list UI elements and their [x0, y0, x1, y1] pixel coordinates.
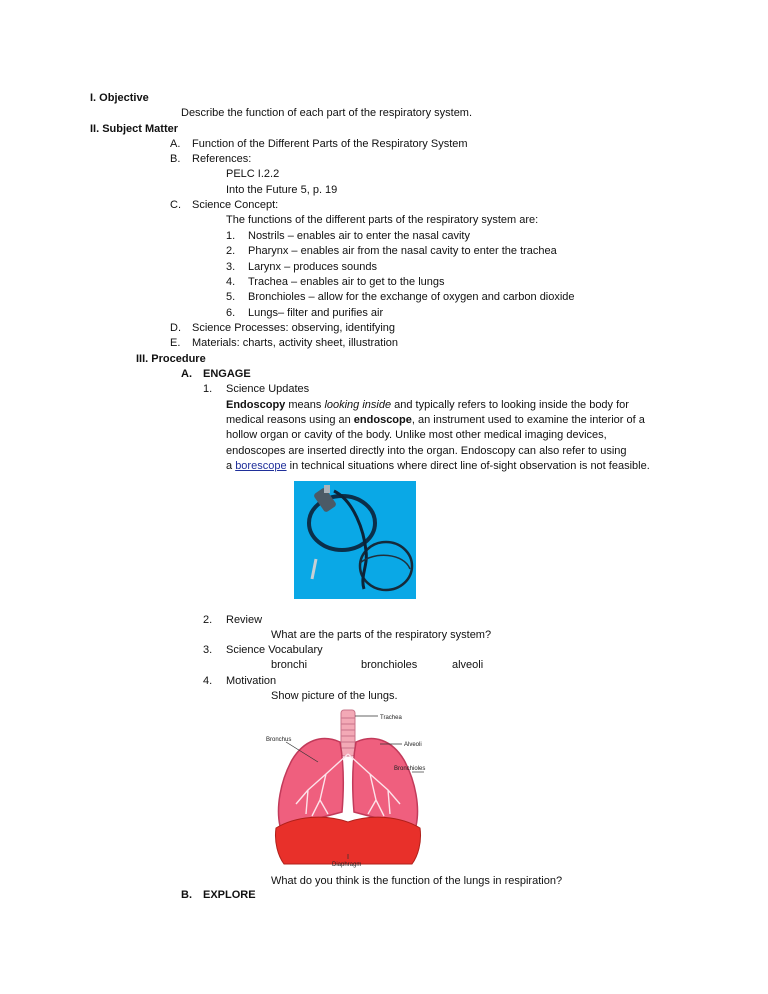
subject-matter-heading: II. Subject Matter: [90, 123, 179, 135]
function-text: Pharynx – enables air from the nasal cavity to enter the trachea: [248, 245, 557, 257]
motivation-text: Show picture of the lungs.: [271, 690, 398, 702]
text-span: a: [226, 460, 236, 472]
subject-a-text: Function of the Different Parts of the Respiratory System: [192, 138, 468, 150]
lungs-illustration: [262, 704, 434, 870]
function-number: 5.: [226, 291, 236, 303]
function-text: Trachea – enables air to get to the lungs: [248, 276, 445, 288]
engage-label: ENGAGE: [203, 368, 251, 380]
review-number: 2.: [203, 614, 213, 626]
explore-marker: B.: [181, 889, 192, 901]
subject-d-marker: D.: [170, 322, 181, 334]
subject-d-text: Science Processes: observing, identifying: [192, 322, 395, 334]
endoscopy-line: [226, 413, 645, 427]
bronchus-label: Bronchus: [266, 737, 292, 743]
vocab-label: Science Vocabulary: [226, 644, 323, 656]
subject-b-text: References:: [192, 153, 252, 165]
looking-inside-phrase: looking inside: [324, 399, 392, 411]
engage-marker: A.: [181, 368, 192, 380]
bronchioles-label: Bronchioles: [394, 766, 426, 772]
endoscopy-line: hollow organ or cavity of the body. Unlike most other medical imaging devices,: [226, 429, 607, 441]
subject-e-text: Materials: charts, activity sheet, illustration: [192, 337, 399, 349]
text-span: in technical situations where direct line of-sight observation is not feasible.: [286, 460, 650, 472]
concept-intro: The functions of the different parts of the respiratory system are:: [226, 214, 539, 226]
updates-label: Science Updates: [226, 383, 310, 395]
vocab-word: bronchi: [271, 659, 308, 671]
function-number: 2.: [226, 245, 236, 257]
review-question: What are the parts of the respiratory system?: [271, 629, 492, 641]
function-text: Lungs– filter and purifies air: [248, 307, 384, 319]
explore-label: EXPLORE: [203, 889, 256, 901]
subject-c-text: Science Concept:: [192, 199, 279, 211]
lungs-question: What do you think is the function of the lungs in respiration?: [271, 875, 563, 887]
borescope-link[interactable]: borescope: [235, 460, 287, 472]
motivation-label: Motivation: [226, 675, 277, 687]
right-lung: [353, 739, 418, 826]
function-number: 4.: [226, 276, 236, 288]
left-lung: [279, 739, 344, 826]
subject-c-marker: C.: [170, 199, 181, 211]
text-span: and typically refers to looking inside the body for: [391, 399, 629, 411]
endoscope-eyepiece: [324, 485, 330, 493]
function-number: 3.: [226, 261, 236, 273]
endoscope-image: [294, 481, 416, 599]
vocab-word: bronchioles: [361, 659, 418, 671]
function-number: 1.: [226, 230, 236, 242]
procedure-heading: III. Procedure: [136, 353, 206, 365]
subject-b-marker: B.: [170, 153, 181, 165]
diaphragm-label: Diaphragm: [332, 862, 362, 868]
objective-text: Describe the function of each part of the respiratory system.: [181, 107, 473, 119]
objective-heading: I. Objective: [90, 92, 149, 104]
text-span: medical reasons using an: [226, 414, 354, 426]
endoscope-term: endoscope: [353, 414, 412, 426]
text-span: means: [285, 399, 325, 411]
reference-item: PELC I.2.2: [226, 168, 280, 180]
trachea-shape: [341, 710, 355, 756]
subject-a-marker: A.: [170, 138, 181, 150]
review-label: Review: [226, 614, 263, 626]
endoscopy-line: endoscopes are inserted directly into the organ. Endoscopy can also refer to using: [226, 445, 627, 457]
endoscopy-line: [226, 459, 650, 473]
function-text: Bronchioles – allow for the exchange of oxygen and carbon dioxide: [248, 291, 575, 303]
trachea-label: Trachea: [380, 715, 402, 721]
function-text: Larynx – produces sounds: [248, 261, 378, 273]
function-number: 6.: [226, 307, 236, 319]
alveoli-label: Alveoli: [404, 742, 422, 748]
reference-item: Into the Future 5, p. 19: [226, 184, 338, 196]
updates-number: 1.: [203, 383, 213, 395]
subject-e-marker: E.: [170, 337, 181, 349]
vocab-word: alveoli: [452, 659, 484, 671]
endoscopy-line: [226, 398, 629, 412]
text-span: , an instrument used to examine the interior of a: [411, 414, 645, 426]
motivation-number: 4.: [203, 675, 213, 687]
vocab-number: 3.: [203, 644, 213, 656]
endoscopy-term: Endoscopy: [226, 399, 286, 411]
function-text: Nostrils – enables air to enter the nasal cavity: [248, 230, 470, 242]
